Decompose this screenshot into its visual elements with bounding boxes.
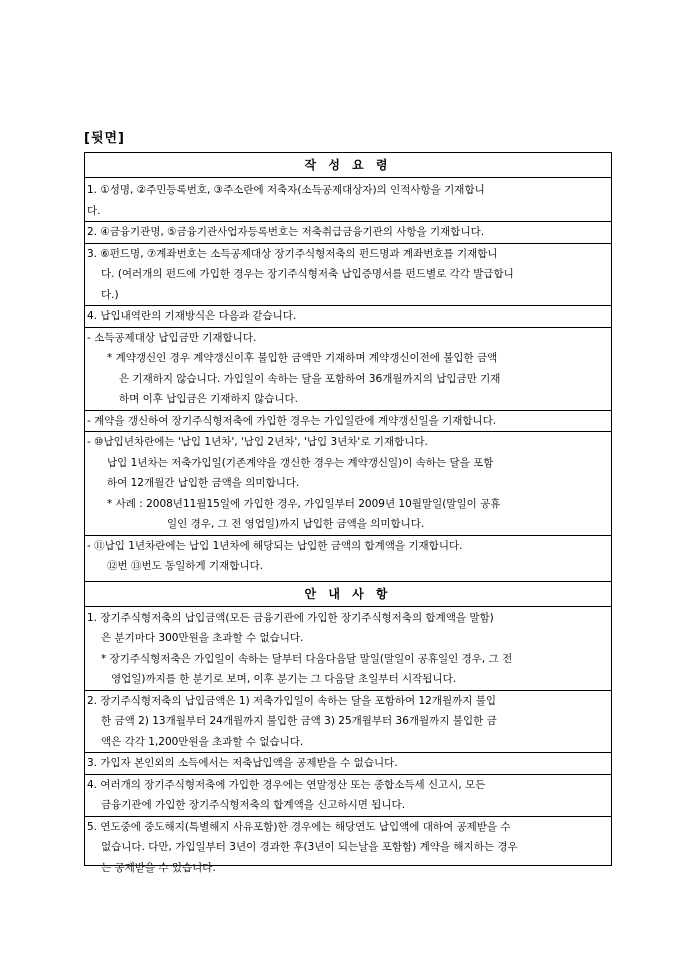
section1-line: 은 기재하지 않습니다. 가입일이 속하는 달을 포함하여 36개월까지의 납입금만 기재	[119, 372, 501, 385]
section1-line: ⑫번 ⑬번도 동일하게 기재합니다.	[107, 560, 264, 572]
section1-title: 작 성 요 령	[85, 153, 611, 178]
back-side-label: [뒷면]	[84, 131, 125, 146]
section2-line: 3. 가입자 본인외의 소득에서는 저축납입액을 공제받을 수 없습니다.	[85, 753, 611, 775]
section1-line: - 소득공제대상 납입금만 기재합니다.	[87, 331, 257, 344]
section1-line: 일인 경우, 그 전 영업일)까지 납입한 금액을 의미합니다.	[85, 514, 611, 536]
section1-line: 다.)	[85, 285, 611, 307]
section2-line: 없습니다. 다만, 가입일부터 3년이 경과한 후(3년이 되는날을 포함함) 계약을 해지하는 경우	[101, 841, 518, 853]
section2-line: 영업일)까지를 한 분기로 보며, 이후 분기는 그 다음달 초일부터 시작됩니다.	[85, 669, 611, 691]
section1-line: 3. ⑥펀드명, ⑦계좌번호는 소득공제대상 장기주식형저축의 펀드명과 계좌번호를 기재합니	[87, 247, 498, 260]
instructions-box	[84, 152, 612, 874]
section2-line: * 장기주식형저축은 가입일이 속하는 달부터 다음다음달 말일(말일이 공휴일인 경우, 그 전	[101, 652, 513, 665]
section2-line: 4. 여러개의 장기주식형저축에 가입한 경우에는 연말정산 또는 종합소득세 신고시, 모든	[87, 778, 486, 791]
section1-line: - ⑩납입년차란에는 '납입 1년차', '납입 2년차', '납입 3년차'로 기재합니다.	[87, 436, 428, 448]
section1-line: 2. ④금융기관명, ⑤금융기관사업자등록번호는 저축취급금융기관의 사항을 기재합니다.	[85, 222, 611, 244]
section2-title: 안 내 사 항	[85, 581, 611, 607]
section1-line: * 계약갱신인 경우 계약갱신이후 불입한 금액만 기재하며 계약갱신이전에 불입한 금액	[107, 352, 498, 364]
section2-line: 1. 장기주식형저축의 납입금액(모든 금융기관에 가입한 장기주식형저축의 합계액을 말함)	[87, 611, 494, 624]
section1-line: * 사례 : 2008년11월15일에 가입한 경우, 가입일부터 2009년 10월말일(말일이 공휴	[107, 497, 501, 510]
section1-line: 다.	[85, 201, 611, 223]
section1-line: - 계약을 갱신하여 장기주식형저축에 가입한 경우는 가입일란에 계약갱신일을 기재합니다.	[85, 411, 611, 433]
section1-line: 4. 납입내역란의 기재방식은 다음과 같습니다.	[85, 306, 611, 328]
section1-line: 다. (여러개의 펀드에 가입한 경우는 장기주식형저축 납입증명서를 펀드별로 각각 발급합니	[101, 268, 514, 280]
section1-line: - ⑪납입 1년차란에는 납입 1년차에 해당되는 납입한 금액의 합계액을 기재합니다.	[87, 539, 463, 552]
section1-line: 납입 1년차는 저축가입일(기존계약을 갱신한 경우는 계약갱신일)이 속하는 달을 포함	[107, 456, 494, 469]
section2-line: 액은 각각 1,200만원을 초과할 수 없습니다.	[85, 732, 611, 754]
section2-body	[85, 607, 611, 879]
section2-line: 2. 장기주식형저축의 납입금액은 1) 저축가입일이 속하는 달을 포함하여 12개월까지 불입	[87, 694, 497, 707]
section2-line: 은 분기마다 300만원을 초과할 수 없습니다.	[101, 632, 304, 644]
section2-line: 는 공제받을 수 있습니다.	[101, 861, 216, 874]
section2-line: 5. 연도중에 중도해지(특별해지 사유포함)한 경우에는 해당연도 납입액에 대하여 공제받을 수	[87, 820, 511, 833]
section1-body	[85, 178, 611, 577]
section1-line: 하여 12개월간 납입한 금액을 의미합니다.	[107, 477, 300, 489]
section2-line: 금융기관에 가입한 장기주식형저축의 합계액을 신고하시면 됩니다.	[85, 795, 611, 817]
section1-line: 하며 이후 납입금은 기재하지 않습니다.	[85, 389, 611, 411]
section1-line: 1. ①성명, ②주민등록번호, ③주소란에 저축자(소득공제대상자)의 인적사항을 기재합니	[87, 184, 485, 196]
section2-line: 한 금액 2) 13개월부터 24개월까지 불입한 금액 3) 25개월부터 36개월까지 불입한 금	[101, 715, 497, 727]
